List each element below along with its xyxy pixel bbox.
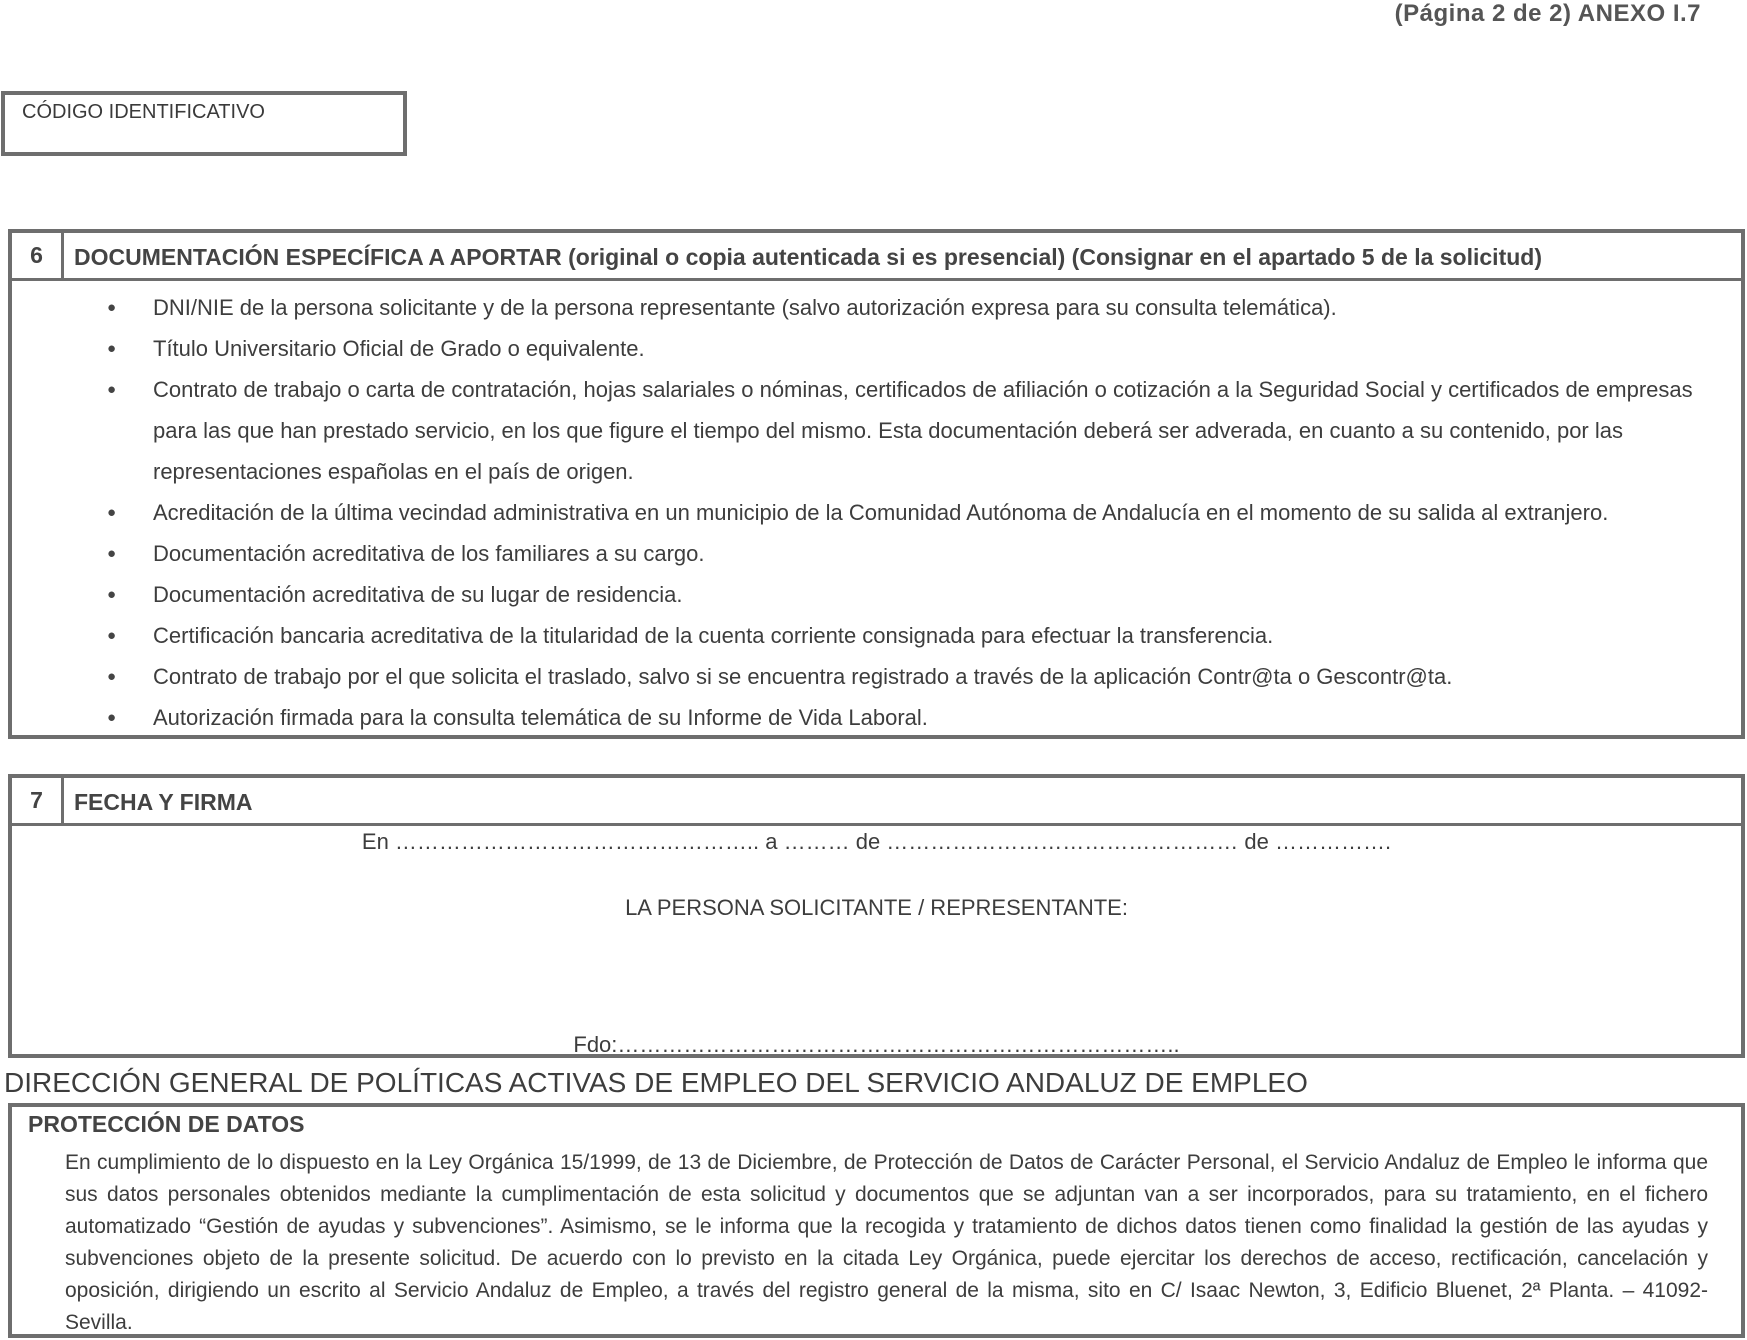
- list-item-text: Autorización firmada para la consulta telemática de su Informe de Vida Laboral.: [153, 705, 928, 730]
- list-item: [12, 697, 1721, 738]
- bullet-icon: ●: [107, 504, 117, 521]
- signature-line[interactable]: Fdo:…………………………………………………………………..: [573, 1032, 1180, 1057]
- data-protection-text: En cumplimiento de lo dispuesto en la Ley Orgánica 15/1999, de 13 de Diciembre, de Protección de Datos de Carácter Personal, el Servicio Andaluz de Empleo le informa que sus datos personales obtenidos mediante la cumplimentación de esta solicitud y documentos que se adjuntan van a ser incorporados, para su tratamiento, en el fichero automatizado “Gestión de ayudas y subvenciones”. Asimismo, se le informa que la recogida y tratamiento de dichos datos tienen como finalidad la gestión de las ayudas y subvenciones objeto de la presente solicitud. De acuerdo con lo previsto en la citada Ley Orgánica, puede ejercitar los derechos de acceso, rectificación, cancelación y oposición, dirigiendo un escrito al Servicio Andaluz de Empleo, a través del registro general de la misma, sito en C/ Isaac Newton, 3, Edificio Bluenet, 2ª Planta. – 41092- Sevilla.: [65, 1151, 1708, 1334]
- section-number: 7: [12, 778, 64, 823]
- bullet-icon: ●: [107, 709, 117, 726]
- page-header: (Página 2 de 2) ANEXO I.7: [1394, 0, 1701, 27]
- list-item: [12, 574, 1721, 615]
- section-title: DOCUMENTACIÓN ESPECÍFICA A APORTAR (original o copia autenticada si es presencial) (Consignar en el apartado 5 de la solicitud): [74, 244, 1542, 270]
- section-date-signature: [8, 774, 1745, 1058]
- data-protection-box: [8, 1103, 1745, 1338]
- bullet-icon: ●: [107, 340, 117, 357]
- section-header: [12, 778, 1741, 826]
- signer-label: LA PERSONA SOLICITANTE / REPRESENTANTE:: [625, 895, 1128, 920]
- bullet-icon: ●: [107, 586, 117, 603]
- bullet-icon: ●: [107, 299, 117, 316]
- list-item: [12, 615, 1721, 656]
- list-item-text: Acreditación de la última vecindad administrativa en un municipio de la Comunidad Autónoma de Andalucía en el momento de su salida al extranjero.: [153, 500, 1609, 525]
- list-item-text: Título Universitario Oficial de Grado o equivalente.: [153, 336, 645, 361]
- section-title: FECHA Y FIRMA: [74, 789, 253, 815]
- identification-code-field[interactable]: [1, 91, 407, 156]
- list-item: [12, 492, 1721, 533]
- identification-code-label: CÓDIGO IDENTIFICATIVO: [22, 101, 265, 123]
- date-place-line[interactable]: En ………………………………………….. a ……… de ………………………………………… de …………….: [361, 829, 1392, 854]
- list-item: [12, 533, 1721, 574]
- list-item: [12, 369, 1721, 492]
- section-header: [12, 233, 1741, 281]
- list-item-text: Contrato de trabajo por el que solicita el traslado, salvo si se encuentra registrado a través de la aplicación Contr@ta o Gescontr@ta.: [153, 664, 1453, 689]
- list-item-text: DNI/NIE de la persona solicitante y de la persona representante (salvo autorización expresa para su consulta telemática).: [153, 295, 1337, 320]
- list-item-text: Contrato de trabajo o carta de contratación, hojas salariales o nóminas, certificados de afiliación o cotización a la Seguridad Social y certificados de empresas para las que han prestado servicio, en los que figure el tiempo del mismo. Esta documentación deberá ser adverada, en cuanto a su contenido, por las representaciones españolas en el país de origen.: [153, 377, 1693, 484]
- list-item: [12, 656, 1721, 697]
- bullet-icon: ●: [107, 668, 117, 685]
- list-item: [12, 287, 1721, 328]
- section-number: 6: [12, 233, 64, 278]
- list-item: [12, 328, 1721, 369]
- bullet-icon: ●: [107, 545, 117, 562]
- bullet-icon: ●: [107, 381, 117, 398]
- list-item-text: Certificación bancaria acreditativa de la titularidad de la cuenta corriente consignada para efectuar la transferencia.: [153, 623, 1274, 648]
- recipient-authority: DIRECCIÓN GENERAL DE POLÍTICAS ACTIVAS DE EMPLEO DEL SERVICIO ANDALUZ DE EMPLEO: [4, 1067, 1308, 1098]
- list-item-text: Documentación acreditativa de los familiares a su cargo.: [153, 541, 705, 566]
- list-item-text: Documentación acreditativa de su lugar de residencia.: [153, 582, 683, 607]
- data-protection-title: PROTECCIÓN DE DATOS: [28, 1111, 305, 1137]
- section-documentation: [8, 229, 1745, 739]
- bullet-icon: ●: [107, 627, 117, 644]
- document-list: [12, 281, 1741, 738]
